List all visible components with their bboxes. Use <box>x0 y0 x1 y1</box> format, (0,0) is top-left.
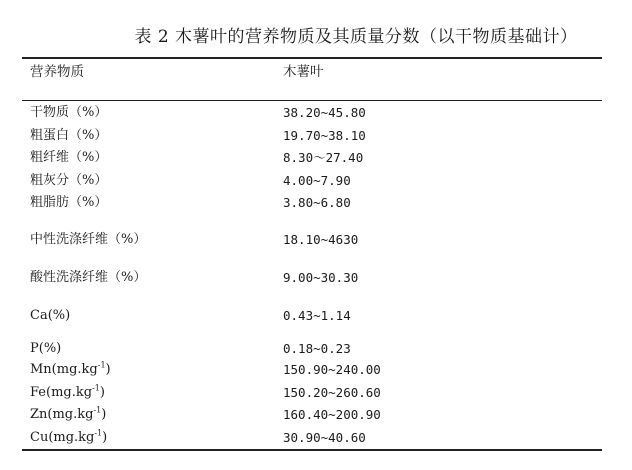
row-nutrient-name: 干物质（%） <box>30 105 108 120</box>
row-value: 160.40~200.90 <box>283 407 381 422</box>
row-value: 0.43~1.14 <box>283 308 351 323</box>
unit-superscript: -1 <box>94 428 103 438</box>
top-rule <box>22 57 602 59</box>
row-nutrient-name: 粗纤维（%） <box>30 150 108 165</box>
row-value: 4.00~7.90 <box>283 173 351 188</box>
row-value: 0.18~0.23 <box>283 341 351 356</box>
unit-superscript: -1 <box>93 405 102 415</box>
row-nutrient-name: $Cu(mg.kg^{-1})$ <box>30 428 108 445</box>
row-nutrient-name: 中性洗涤纤维（%） <box>30 232 147 247</box>
row-value: 38.20~45.80 <box>283 105 366 120</box>
header-nutrient: 营养物质 <box>30 64 84 80</box>
bottom-rule <box>22 449 602 451</box>
row-nutrient-name: 粗灰分（%） <box>30 173 108 188</box>
row-nutrient-name: Ca(%) <box>30 308 71 323</box>
row-nutrient-name: P(%) <box>30 341 62 356</box>
header-cassava-leaf: 木薯叶 <box>283 64 324 80</box>
row-nutrient-name: 粗蛋白（%） <box>30 128 108 143</box>
header-rule <box>22 100 602 101</box>
table-title: 表 2 木薯叶的营养物质及其质量分数（以干物质基础计） <box>134 27 578 47</box>
row-value: 18.10~4630 <box>283 232 359 247</box>
unit-superscript: -1 <box>97 360 106 370</box>
unit-superscript: -1 <box>92 383 100 393</box>
row-nutrient-name: 酸性洗涤纤维（%） <box>30 270 147 285</box>
row-nutrient-name: $Fe(mg.kg^{-1})$ <box>30 383 105 400</box>
row-nutrient-name: $Zn(mg.kg^{-1})$ <box>30 405 107 422</box>
row-nutrient-name: 粗脂肪（%） <box>30 195 108 210</box>
row-value: 8.30～27.40 <box>283 150 364 165</box>
row-value: 3.80~6.80 <box>283 195 351 210</box>
row-nutrient-name: $Mn(mg.kg^{-1})$ <box>30 360 111 377</box>
row-value: 150.20~260.60 <box>283 385 381 400</box>
row-value: 9.00~30.30 <box>283 270 359 285</box>
row-value: 30.90~40.60 <box>283 430 366 445</box>
row-value: 19.70~38.10 <box>283 128 366 143</box>
row-value: 150.90~240.00 <box>283 362 381 377</box>
